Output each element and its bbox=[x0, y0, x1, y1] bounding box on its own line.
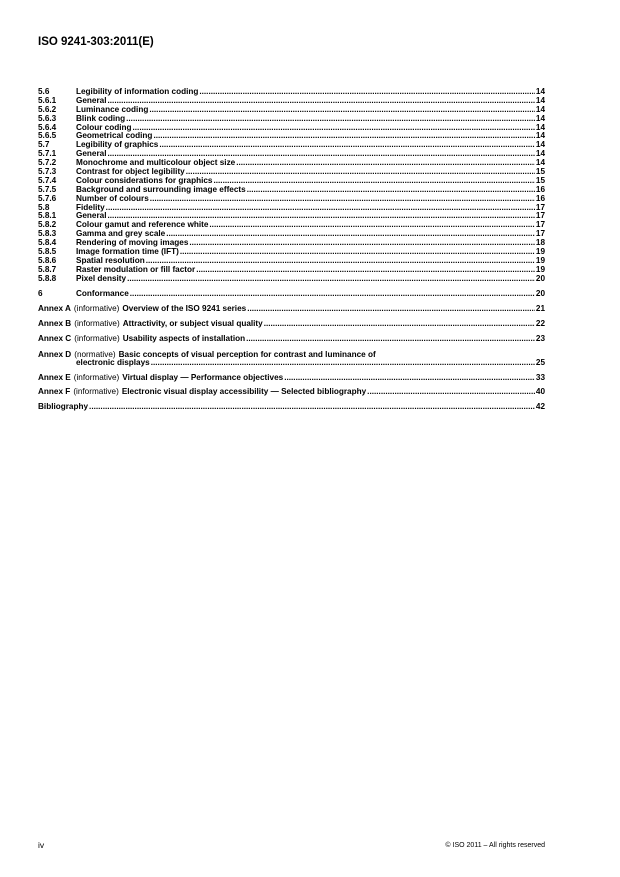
toc-leader-dots bbox=[149, 106, 535, 115]
toc-entry-page: 14 bbox=[535, 158, 545, 168]
toc-entry-number: 5.7.4 bbox=[38, 175, 57, 185]
annex-kind: (informative) bbox=[74, 333, 120, 343]
toc-entry-number: 5.7.5 bbox=[38, 184, 57, 194]
toc-entry-title: Virtual display — Performance objectives bbox=[122, 372, 284, 382]
toc-entry-title: Raster modulation or fill factor bbox=[76, 264, 196, 274]
toc-entry-title: Background and surrounding image effects bbox=[76, 184, 246, 194]
toc-entry-page: 14 bbox=[535, 104, 545, 114]
annex-label: Annex F bbox=[38, 387, 71, 397]
toc-entry-title: Contrast for object legibility bbox=[76, 167, 185, 177]
annex-kind: (informative) bbox=[73, 387, 119, 397]
toc-leader-dots bbox=[166, 230, 535, 239]
toc-entry-number: 5.7.6 bbox=[38, 193, 57, 203]
toc-leader-dots bbox=[284, 374, 535, 383]
annex-kind: (informative) bbox=[73, 372, 120, 382]
toc-entry-title: Legibility of graphics bbox=[76, 140, 159, 150]
toc-entry-number: 5.8.8 bbox=[38, 273, 57, 283]
toc-entry-title: Image formation time (IFT) bbox=[76, 247, 179, 257]
toc-entry-annex[interactable] bbox=[38, 374, 545, 383]
toc-entry-annex[interactable] bbox=[38, 305, 545, 314]
toc-entry-page: 18 bbox=[535, 238, 545, 248]
toc-entry-number: 5.8.4 bbox=[38, 238, 57, 248]
toc-entry-number: 5.6 bbox=[38, 87, 50, 96]
toc-leader-dots bbox=[246, 335, 535, 344]
toc-entry-page: 15 bbox=[535, 167, 545, 177]
toc-leader-dots bbox=[367, 388, 535, 397]
toc-entry-page: 17 bbox=[535, 220, 545, 230]
toc-entry-annex[interactable] bbox=[38, 388, 545, 397]
toc-entry-title: Colour gamut and reference white bbox=[76, 220, 209, 230]
toc-entry-title: Bibliography bbox=[38, 402, 89, 412]
toc-entry-number: 5.7.3 bbox=[38, 167, 57, 177]
annex-kind: (normative) bbox=[74, 349, 116, 359]
toc-leader-dots bbox=[209, 221, 535, 230]
toc-entry-annex[interactable] bbox=[38, 335, 545, 344]
toc-entry-page: 21 bbox=[535, 303, 545, 313]
toc-entry-number: 5.6.4 bbox=[38, 122, 57, 132]
toc-leader-dots bbox=[130, 290, 535, 299]
toc-entry-page: 17 bbox=[535, 211, 545, 221]
toc-entry-title: Attractivity, or subject visual quality bbox=[122, 318, 263, 328]
annex-label: Annex E bbox=[38, 372, 71, 382]
toc-entry-page: 14 bbox=[535, 95, 545, 105]
toc-entry-page: 19 bbox=[535, 255, 545, 265]
annex-label: Annex D bbox=[38, 349, 72, 359]
toc-entry-page: 16 bbox=[535, 184, 545, 194]
toc-leader-dots bbox=[159, 141, 535, 150]
toc-leader-dots bbox=[247, 186, 535, 195]
toc-entry-page: 17 bbox=[535, 202, 545, 212]
toc-entry-page: 15 bbox=[535, 175, 545, 185]
toc-entry-conformance[interactable] bbox=[38, 290, 545, 299]
toc-leader-dots bbox=[108, 97, 535, 106]
annex-label: Annex C bbox=[38, 333, 72, 343]
toc-entry-title: Luminance coding bbox=[76, 104, 149, 114]
toc-leader-dots bbox=[133, 124, 535, 133]
toc-entry-title: Monochrome and multicolour object size bbox=[76, 158, 236, 168]
toc-leader-dots bbox=[153, 132, 534, 141]
toc-leader-dots bbox=[106, 204, 535, 213]
toc-entry-page: 17 bbox=[535, 229, 545, 239]
toc-entry-page: 14 bbox=[535, 140, 545, 150]
toc-entry-title: Conformance bbox=[76, 289, 129, 299]
toc-entry[interactable] bbox=[38, 195, 545, 204]
annex-label: Annex A bbox=[38, 303, 71, 313]
toc-entry-title: Colour considerations for graphics bbox=[76, 175, 213, 185]
toc-entry-title: Spatial resolution bbox=[76, 255, 145, 265]
toc-entry-bibliography[interactable] bbox=[38, 403, 545, 412]
toc-entry-page: 16 bbox=[535, 193, 545, 203]
annex-kind: (informative) bbox=[73, 303, 120, 313]
copyright-notice: © ISO 2011 – All rights reserved bbox=[445, 842, 545, 849]
toc-entry-page: 20 bbox=[535, 289, 545, 299]
table-of-contents bbox=[38, 88, 545, 412]
toc-leader-dots bbox=[146, 257, 535, 266]
toc-entry-title: Number of colours bbox=[76, 193, 149, 203]
toc-entry[interactable] bbox=[38, 88, 545, 97]
toc-entry-number: 5.6.5 bbox=[38, 131, 57, 141]
document-header-title: ISO 9241-303:2011(E) bbox=[38, 36, 154, 48]
toc-entry-number: 5.8.5 bbox=[38, 247, 57, 257]
toc-entry-number: 5.7.1 bbox=[38, 149, 57, 159]
toc-entry-number: 5.8.3 bbox=[38, 229, 57, 239]
toc-entry-title: Blink coding bbox=[76, 113, 126, 123]
toc-entry-title: Usability aspects of installation bbox=[122, 333, 246, 343]
toc-entry-annex-d[interactable] bbox=[38, 350, 545, 368]
toc-entry-page: 20 bbox=[535, 273, 545, 283]
toc-entry-number: 5.8.7 bbox=[38, 264, 57, 274]
toc-leader-dots bbox=[264, 320, 535, 329]
toc-entry-title: Overview of the ISO 9241 series bbox=[122, 303, 247, 313]
toc-entry-title: Gamma and grey scale bbox=[76, 229, 166, 239]
toc-entry-number: 5.8.1 bbox=[38, 211, 57, 221]
toc-entry-title: General bbox=[76, 95, 107, 105]
toc-entry-title: Pixel density bbox=[76, 273, 127, 283]
toc-entry-page: 14 bbox=[535, 87, 545, 96]
toc-entry-title: Colour coding bbox=[76, 122, 132, 132]
toc-entry-title: Geometrical coding bbox=[76, 131, 153, 141]
toc-entry-page: 25 bbox=[535, 357, 545, 367]
annex-title-line1: Basic concepts of visual perception for contrast and luminance of bbox=[118, 349, 376, 359]
toc-entry-page: 14 bbox=[535, 149, 545, 159]
toc-entry-title: Legibility of information coding bbox=[76, 87, 199, 96]
toc-entry[interactable] bbox=[38, 275, 545, 284]
toc-leader-dots bbox=[151, 359, 535, 368]
toc-entry-page: 19 bbox=[535, 247, 545, 257]
toc-entry-number: 5.8 bbox=[38, 202, 50, 212]
toc-entry-title: General bbox=[76, 211, 107, 221]
toc-entry-number: 5.6.1 bbox=[38, 95, 57, 105]
toc-leader-dots bbox=[213, 177, 534, 186]
toc-entry-number: 5.7.2 bbox=[38, 158, 57, 168]
toc-entry-page: 19 bbox=[535, 264, 545, 274]
toc-entry-page: 22 bbox=[535, 318, 545, 328]
toc-leader-dots bbox=[126, 115, 535, 124]
toc-entry-page: 23 bbox=[535, 333, 545, 343]
toc-leader-dots bbox=[196, 266, 535, 275]
annex-label: Annex B bbox=[38, 318, 72, 328]
toc-entry-title: General bbox=[76, 149, 107, 159]
toc-entry-number: 5.7 bbox=[38, 140, 50, 150]
toc-entry[interactable] bbox=[38, 204, 545, 213]
toc-entry-page: 14 bbox=[535, 131, 545, 141]
toc-entry-number: 5.6.2 bbox=[38, 104, 57, 114]
toc-entry-number: 6 bbox=[38, 289, 43, 299]
toc-leader-dots bbox=[150, 195, 535, 204]
annex-kind: (informative) bbox=[74, 318, 120, 328]
toc-entry-annex[interactable] bbox=[38, 320, 545, 329]
toc-entry-title: Electronic visual display accessibility — Selected bibliography bbox=[121, 387, 367, 397]
toc-entry-number: 5.8.2 bbox=[38, 220, 57, 230]
toc-leader-dots bbox=[189, 239, 535, 248]
toc-leader-dots bbox=[180, 248, 535, 257]
toc-entry-title: Rendering of moving images bbox=[76, 238, 189, 248]
toc-leader-dots bbox=[89, 403, 535, 412]
toc-leader-dots bbox=[236, 159, 535, 168]
annex-title-line2: electronic displays bbox=[76, 357, 150, 367]
toc-entry-title: Fidelity bbox=[76, 202, 105, 212]
toc-leader-dots bbox=[127, 275, 535, 284]
toc-entry-number: 5.8.6 bbox=[38, 255, 57, 265]
toc-entry-number: 5.6.3 bbox=[38, 113, 57, 123]
toc-entry-page: 14 bbox=[535, 113, 545, 123]
toc-entry[interactable] bbox=[38, 141, 545, 150]
toc-entry-page: 33 bbox=[535, 372, 545, 382]
toc-leader-dots bbox=[247, 305, 535, 314]
toc-entry-page: 42 bbox=[535, 402, 545, 412]
toc-entry-page: 14 bbox=[535, 122, 545, 132]
toc-leader-dots bbox=[199, 88, 535, 97]
toc-leader-dots bbox=[186, 168, 535, 177]
toc-entry-page: 40 bbox=[535, 387, 545, 397]
page-number: iv bbox=[38, 840, 45, 850]
